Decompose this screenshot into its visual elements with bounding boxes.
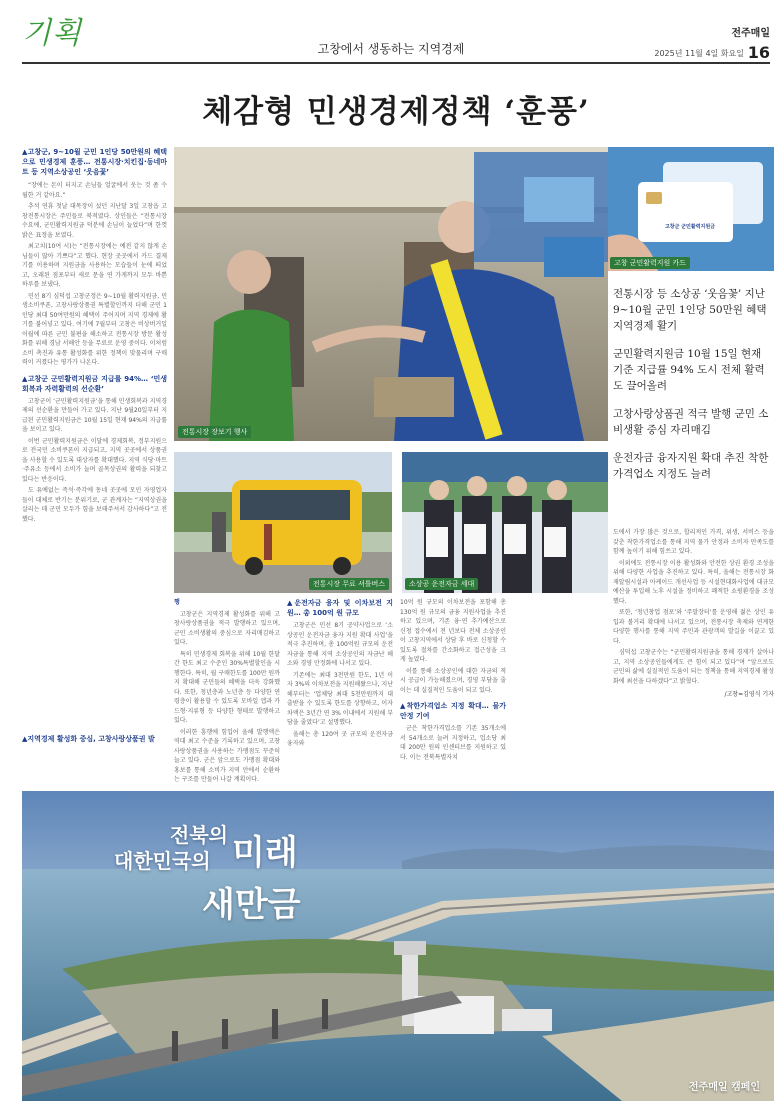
card-photo-caption: 고창 군민활력지원 카드 bbox=[610, 257, 690, 269]
paragraph: 고창군은 지역경제 활성화를 위해 고창사랑상품권을 적극 발행하고 있으며, 군민 소비생활의 중심으로 자리매김하고 있다. bbox=[174, 610, 280, 646]
group-image bbox=[402, 452, 608, 593]
sidebar-headline: 전통시장 등 소상공 ‘웃음꽃’ 지난 9∼10월 군민 1인당 50만원 혜택 지역경제 활기 bbox=[613, 288, 767, 332]
page-number: 16 bbox=[747, 43, 770, 62]
paragraph: 도 유예없는 즉석·즉각에 동네 곳곳에 모인 자영업자들이 대체로 반기는 분위기로, 군 관계자는 “지역상권을 살리는 데 군민 모두가 힘을 보태주셔서 감사하다”고 전했다. bbox=[22, 487, 167, 523]
main-photo bbox=[174, 147, 608, 441]
group-photo-caption: 소상공 운전자금 세대 bbox=[405, 578, 478, 590]
sidebar-headlines bbox=[613, 286, 773, 494]
subhead: ▲운전자금 융자 및 이차보전 지원… 총 100억 원 규모 bbox=[287, 599, 393, 617]
card-photo bbox=[608, 147, 774, 271]
card-text: 고창군 군민활력지원금 bbox=[664, 224, 716, 230]
section-tag: 기획 bbox=[22, 16, 82, 51]
subhead: ▲착한가격업소 지정 확대… 물가 안정 기여 bbox=[400, 702, 506, 720]
paragraph: 10억 원 규모의 이차보전을 포함해 총 130억 원 규모의 금융 지원사업을 추진하고 있으며, 기존 융·연 추가예산으로 신청 접수에서 전 년보다 전체 소상공인이 고창지역에서 상담 후 바로 신청할 수 있도록 절차를 간소화하고 접근성을 크게 높였다. bbox=[400, 599, 506, 663]
paragraph: 특히 민생경제 회복을 위해 10월 한달간 한도 최고 수준인 30%특별할인을 시행한다. 특히, 월 구매한도를 100만 원까지 확대해 군민들의 혜택을 더욱 강화했다. 또한, 청년층과 노년층 등 다양한 연령층이 활용할 수 있도록 모바일 앱과 카드형·지류형 등 다양한 형태로 발행하고 있다. bbox=[174, 650, 280, 724]
paragraph: 기존에는 최대 3천만원 한도, 1년 이자 3%의 이차보전을 지원해왔으나, 지난해부터는 ‘업체당 최대 5천만원까지 대출받을 수 있도록 한도를 상향하고, 이자 차액은 3년간 연 3% 이내에서 지원해 부담을 줄였다’고 설명했다. bbox=[287, 671, 393, 726]
article-lead: ▲고창군, 9∼10월 군민 1인당 50만원의 혜택으로 민생경제 훈풍… 전통시장·치킨집·동네마트 등 지역소상공인 ‘웃음꽃’ bbox=[22, 148, 167, 176]
bus-image bbox=[174, 452, 392, 593]
paragraph: 이를 통해 소상공인에 대한 자금의 적시 공급이 가능해졌으며, 경영 부담을 줄이는 데 실질적인 도움이 되고 있다. bbox=[400, 667, 506, 694]
article-column-5 bbox=[613, 528, 774, 748]
paragraph: 행 bbox=[174, 599, 180, 606]
card-image bbox=[608, 147, 774, 271]
byline: /고창=김영식 기자 bbox=[724, 691, 774, 698]
main-photo-caption: 전통시장 장보기 행사 bbox=[178, 426, 251, 438]
subhead: ▲고창군 군민활력지원금 지급률 94%… ‘민생회복과 자력활력의 선순환’ bbox=[22, 374, 167, 393]
issue-date: 2025년 11월 4일 화요일 bbox=[654, 49, 744, 58]
group-photo bbox=[402, 452, 608, 593]
paragraph: 고창군이 ‘군민활력지원금’을 통해 민생회복과 지역경제의 선순환을 만들어 가고 있다. 지난 9월20일부터 지급된 군민활력지원금은 10월 15일 현재 94%의 지급률을 보이고 있다. bbox=[22, 397, 167, 433]
ad-line-1: 전북의 bbox=[170, 823, 228, 847]
campaign-ad bbox=[22, 791, 774, 1101]
sidebar-headline: 운전자금 융자지원 확대 추진 착한가격업소 지정도 늘려 bbox=[613, 452, 769, 480]
ad-line-2: 대한민국의 bbox=[114, 849, 211, 873]
bus-photo-caption: 전통시장 무료 셔틀버스 bbox=[309, 578, 389, 590]
paragraph: 민선 8기 심덕섭 고창군정은 9∼10월 활력지원금, 민생소비쿠폰, 고창사랑상품권 특별할인까지 더해 군민 1인당 최대 50여만원의 혜택이 주어지며 지역 경제에 활기를 불어넣고 있다. 여기에 7월부터 고창은 비상버거일 이월에 따른 군민 불편을 해소하고 전통시장 방문 활성화를 위해 경남 서해안 등을 무료로 운영 중이다. 이처럼 소비 촉진과 유통 활성화를 위한 정책이 맞물리며 구매력이 커졌다는 평가가 나온다. bbox=[22, 292, 167, 366]
ad-big-2: 새만금 bbox=[202, 885, 301, 925]
section-title: 고창에서 생동하는 지역경제 bbox=[317, 42, 465, 56]
paragraph: 도에서 가장 많은 것으로, 합리적인 가격, 위생, 서비스 등을 갖춘 착한가격업소를 통해 지역 물가 안정과 소비자 만족도를 함께 높이기 위해 힘쓰고 있다. bbox=[613, 529, 774, 555]
market-scene-image bbox=[174, 147, 608, 441]
paragraph: 또한, ‘청년창업 점포’와 ‘주말장터’를 운영해 젊은 상인 유입과 볼거리 확대에 나서고 있으며, 전통시장 축제와 연계한 다양한 행사를 통해 지역 주민과 관광객의 발길을 이끌고 있다. bbox=[613, 609, 774, 645]
article-column-1 bbox=[22, 147, 167, 739]
paragraph: 군은 착한가격업소를 기존 35개소에서 54개소로 늘려 지정하고, 업소당 최대 200만 원의 인센티브를 지원하고 있다. 이는 전북특별자치 bbox=[400, 725, 506, 761]
sidebar-headline: 고창사랑상품권 적극 발행 군민 소비생활 중심 자리매김 bbox=[613, 408, 769, 436]
masthead-rule bbox=[22, 62, 770, 64]
paragraph: “장에는 돈이 터지고 손님들 얼굴에서 웃는 것 좀 수월한 거 같아요.” bbox=[22, 182, 167, 199]
article-column-1-tail bbox=[22, 734, 167, 748]
bus-photo bbox=[174, 452, 392, 593]
article-column-3 bbox=[287, 598, 393, 750]
article-column-2 bbox=[174, 598, 280, 783]
headline: 체감형 민생경제정책 ‘훈풍’ bbox=[202, 94, 590, 130]
sidebar-headline: 군민활력지원금 10월 15일 현재 기준 지급률 94% 도시 전체 활력도 끌어올려 bbox=[613, 348, 765, 392]
ad-brand: 전주매일 캠페인 bbox=[688, 1082, 760, 1093]
ad-big-1: 미래 bbox=[232, 833, 298, 873]
paragraph: 이번 군민활력지원금은 이달에 경제회복, 정부지원으로 전국민 소비쿠폰이 지급되고, 지역 곳곳에서 상품권을 사용할 수 있도록 대상자를 확대했다. 지역 식당·마트·주유소 등에서 소비가 늘며 골목상권의 활력을 되찾고 있다는 반응이다. bbox=[22, 437, 167, 483]
subhead: ▲지역경제 활성화 중심, 고창사랑상품권 발 bbox=[22, 735, 155, 743]
paragraph: 올해는 총 120여 곳 규모의 운전자금 융자와 bbox=[287, 730, 393, 747]
paragraph: 심덕섭 고창군수는 “군민활력지원금을 통해 경제가 살아나고, 지역 소상공인들에게도 큰 힘이 되고 있다”며 “앞으로도 군민의 삶에 실질적인 도움이 되는 정책을 통해 지역경제 활성화에 최선을 다하겠다”고 밝혔다. bbox=[613, 649, 774, 685]
paragraph: 이러한 흥행에 힘입어 올해 발행액은 역대 최고 수준을 기록하고 있으며, 고창사랑상품권을 사용하는 가맹점도 꾸준히 늘고 있다. 군은 앞으로도 가맹점 확대와 홍보를 통해 소비가 지역 안에서 순환하는 구조를 만들어 나갈 계획이다. bbox=[174, 728, 280, 783]
paper-name: 전주매일 bbox=[731, 28, 770, 39]
paragraph: 최고치(10여 시)는 “전통시장에는 예전 같지 않게 손님들이 많아 기쁘다”고 했다. 현장 곳곳에서 카드 결제기를 이용하며 지원금을 사용하는 모습들이 눈에 띄었고, 오래된 점포부터 새로 문을 연 가게까지 모두 바쁜 하루를 보냈다. bbox=[22, 243, 167, 288]
saemangeum-aerial-image bbox=[22, 791, 774, 1101]
article-column-4 bbox=[400, 598, 506, 761]
paragraph: 추석 연휴 첫날 대목장이 섰던 지난달 3일 고창읍 고창전통시장은 주민들로 북적였다. 상인들은 “전통시장 수요에, 군민활력지원금 덕분에 손님이 늘었다”며 한껏 밝은 표정을 보였다. bbox=[22, 203, 167, 239]
paragraph: 이외에도 전통시장 이용 활성화와 안전한 상권 환경 조성을 위해 다양한 사업을 추진하고 있다. 특히, 올해는 전통시장 화재알림시설과 아케이드 개선사업 등 시설현대화사업에 대규모 예산을 투입해 노후 시설을 정비하고 쾌적한 쇼핑환경을 조성했다. bbox=[613, 559, 774, 605]
paragraph: 고창군은 민선 8기 공약사업으로 ‘소상공인 운전자금 융자 지원 확대 사업’을 적극 추진하며, 총 100억원 규모의 운전자금을 통해 지역 소상공인의 자금난 해소와 경영 안정화에 나서고 있다. bbox=[287, 622, 393, 667]
